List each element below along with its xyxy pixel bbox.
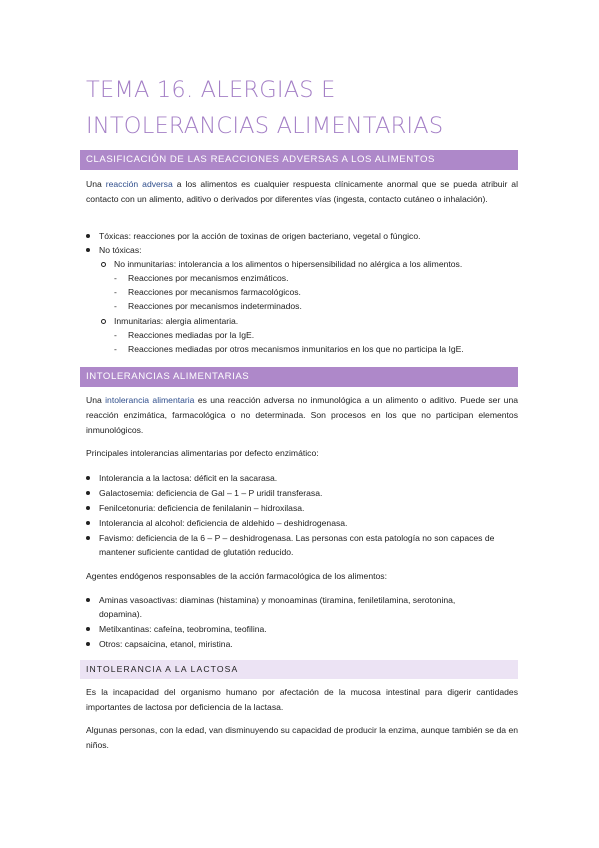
list-item-alcohol: Intolerancia al alcohol: deficiencia de aldehido – deshidrogenasa.: [99, 518, 348, 528]
paragraph-principales: Principales intolerancias alimentarias por defecto enzimático:: [86, 448, 319, 458]
section-heading-intolerancias: INTOLERANCIAS ALIMENTARIAS: [80, 367, 518, 387]
list-item-no-toxicas: No tóxicas:: [99, 245, 142, 255]
list-item-no-inmunitarias: No inmunitarias: intolerancia a los alimentos o hipersensibilidad no alérgica a los alimentos.: [114, 259, 463, 269]
list-item-ige: - Reacciones mediadas por la IgE.: [128, 329, 254, 342]
list-item-lactosa: Intolerancia a la lactosa: déficit en la sacarasa.: [99, 473, 278, 483]
list-item-inmunitarias: Inmunitarias: alergia alimentaria.: [114, 316, 239, 326]
list-item-aminas: Aminas vasoactivas: diaminas (histamina) y monoaminas (tiramina, feniletilamina, serotonina,: [99, 595, 456, 605]
list-item-toxicas: Tóxicas: reacciones por la acción de toxinas de origen bacteriano, vegetal o fúngico.: [99, 231, 421, 241]
list-item-otros: Otros: capsaicina, etanol, miristina.: [99, 639, 233, 649]
text: Una: [86, 395, 106, 405]
paragraph-lactosa-2: Algunas personas, con la edad, van disminuyendo su capacidad de producir la enzima, aunque también se da en niños.: [86, 725, 518, 750]
list-item-favismo: Favismo: deficiencia de la 6 – P – deshidrogenasa. Las personas con esta patología no son capaces de: [99, 533, 495, 543]
paragraph-intolerancia-alimentaria: [86, 393, 518, 438]
paragraph-reaccion-adversa: [86, 177, 518, 207]
list-item-metilxantinas: Metilxantinas: cafeína, teobromina, teofilina.: [99, 624, 267, 634]
section-heading-clasificacion: CLASIFICACIÓN DE LAS REACCIONES ADVERSAS A LOS ALIMENTOS: [80, 150, 518, 170]
paragraph-agentes: Agentes endógenos responsables de la acción farmacológica de los alimentos:: [86, 571, 387, 581]
document-title: TEMA 16. ALERGIAS E INTOLERANCIAS ALIMENTARIAS: [86, 77, 444, 139]
subsection-heading-lactosa: INTOLERANCIA A LA LACTOSA: [80, 660, 518, 679]
list-item-favismo-cont: mantener suficiente cantidad de glutatión reducido.: [99, 547, 294, 557]
term-intolerancia-alimentaria: intolerancia alimentaria: [105, 395, 195, 405]
text: a los alimentos es cualquier respuesta clínicamente anormal que se pueda atribuir al contacto con un alimento, aditivo o derivados por diferentes vías (ingesta, contacto cutáneo o inhalación).: [86, 179, 518, 204]
list-item-fenilcetonuria: Fenilcetonuria: deficiencia de fenilalanin – hidroxilasa.: [99, 503, 305, 513]
list-item-enzimaticos: - Reacciones por mecanismos enzimáticos.: [128, 272, 288, 285]
list-item-no-ige: - Reacciones mediadas por otros mecanismos inmunitarios en los que no participa la IgE.: [128, 343, 464, 356]
term-reaccion-adversa: reacción adversa: [105, 179, 173, 189]
list-item-galactosemia: Galactosemia: deficiencia de Gal – 1 – P uridil transferasa.: [99, 488, 323, 498]
text: Una: [86, 179, 106, 189]
list-item-aminas-cont: dopamina).: [99, 609, 142, 619]
list-item-indeterminados: - Reacciones por mecanismos indeterminados.: [128, 300, 302, 313]
list-item-farmacologicos: - Reacciones por mecanismos farmacológicos.: [128, 286, 301, 299]
text: es una reacción adversa no inmunológica a un alimento o aditivo. Puede ser una reacción enzimática, farmacológica o no determinada. Son procesos en los que no participan elementos inmunológicos.: [86, 395, 518, 435]
paragraph-lactosa-1: Es la incapacidad del organismo humano por afectación de la mucosa intestinal para digerir cantidades importantes de lactosa por deficiencia de la lactasa.: [86, 687, 518, 712]
